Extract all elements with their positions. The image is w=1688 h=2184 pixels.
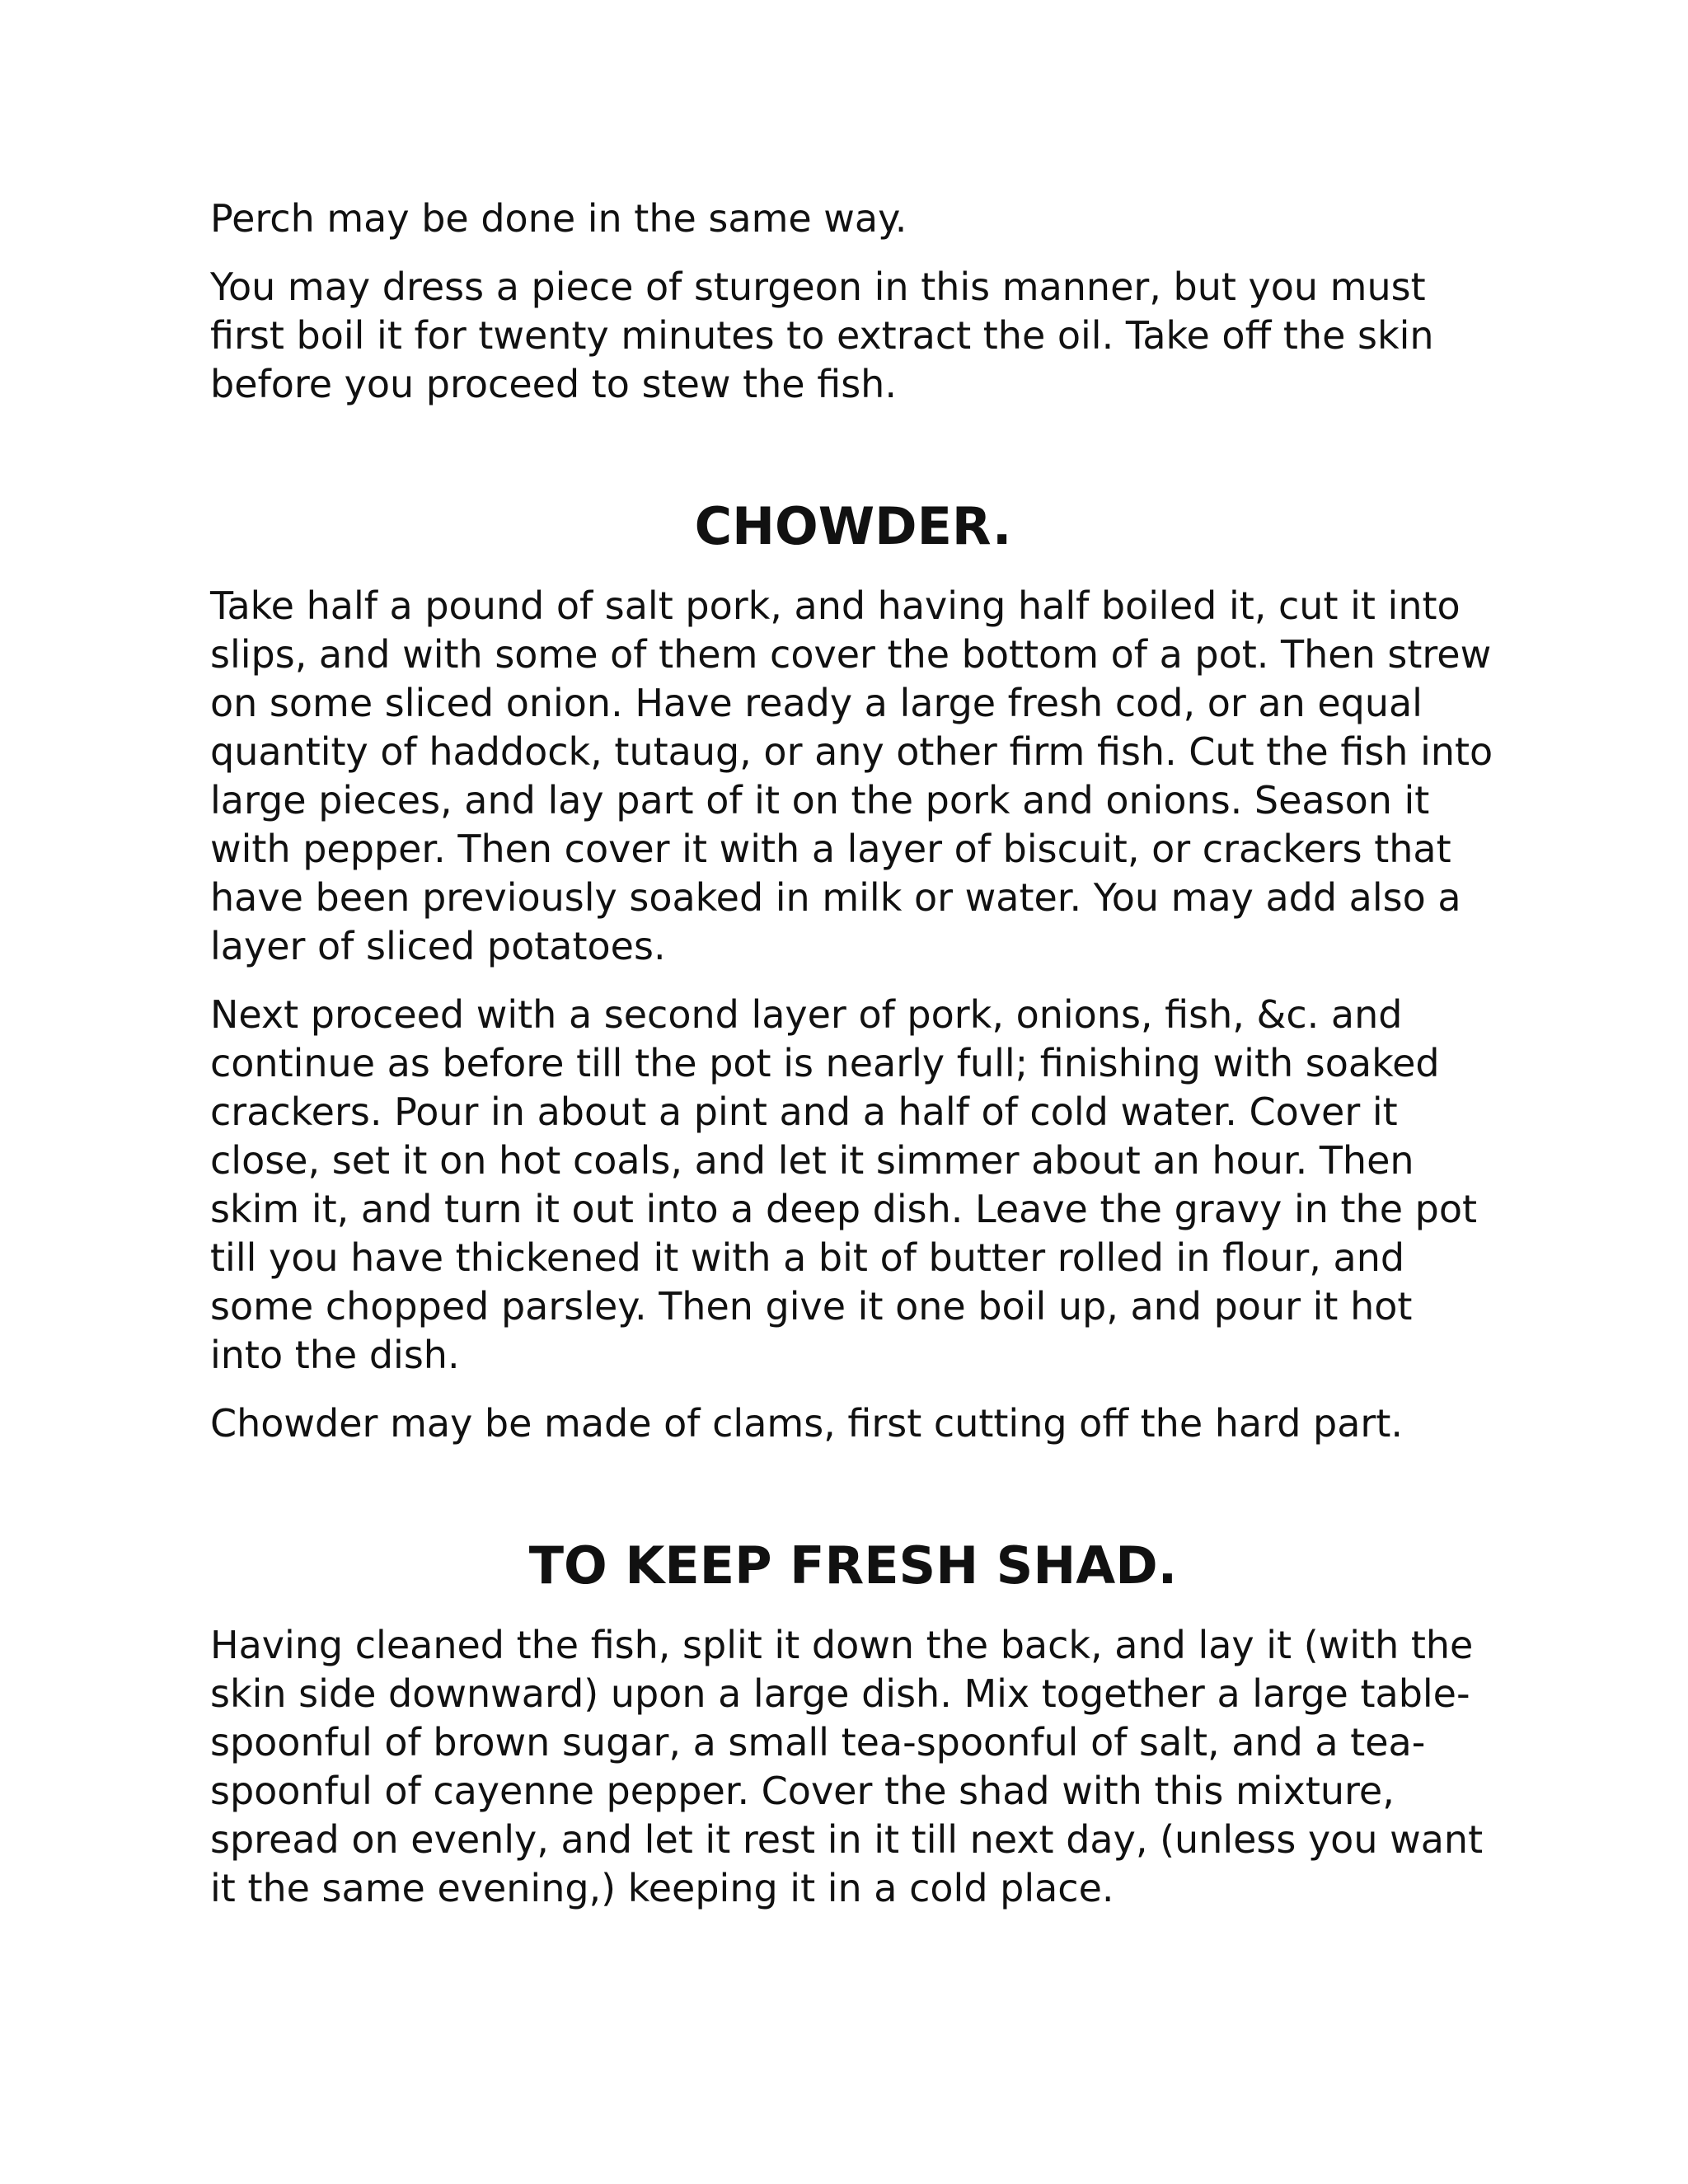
heading-keep-fresh-shad: TO KEEP FRESH SHAD. [528, 1535, 1178, 1596]
heading-chowder: CHOWDER. [694, 496, 1012, 556]
paragraph-chowder-3: Chowder may be made of clams, first cutting off the hard part. [210, 1401, 1403, 1446]
paragraph-chowder-1: Take half a pound of salt pork, and having half boiled it, cut it into slips, and with some of them cover the bottom of a pot. Then strew on some sliced onion. Have ready a large fresh cod, or an equal quantity of haddock, tutaug, or any other firm fish. Cut the fish into large pieces, and lay part of it on the pork and onions. Season it with pepper. Then cover it with a layer of biscuit, or crackers that have been previously soaked in milk or water. You may add also a layer of sliced potatoes. [210, 583, 1493, 968]
paragraph-sturgeon: You may dress a piece of sturgeon in this manner, but you must first boil it for twenty minutes to extract the oil. Take off the skin before you proceed to stew the fish. [210, 265, 1434, 406]
paragraph-chowder-2: Next proceed with a second layer of pork, onions, fish, &c. and continue as before till the pot is nearly full; finishing with soaked crackers. Pour in about a pint and a half of cold water. Cover it close, set it on hot coals, and let it simmer about an hour. Then skim it, and turn it out into a deep dish. Leave the gravy in the pot till you have thickened it with a bit of butter rolled in flour, and some chopped parsley. Then give it one boil up, and pour it hot into the dish. [210, 992, 1478, 1377]
paragraph-shad-1: Having cleaned the fish, split it down the back, and lay it (with the skin side downward) upon a large dish. Mix together a large table-spoonful of brown sugar, a small tea-spoonful of salt, and a tea-spoonful of cayenne pepper. Cover the shad with this mixture, spread on evenly, and let it rest in it till next day, (unless you want it the same evening,) keeping it in a cold place. [210, 1623, 1484, 1910]
document-page [210, 194, 1496, 1933]
paragraph-perch: Perch may be done in the same way. [210, 196, 907, 241]
